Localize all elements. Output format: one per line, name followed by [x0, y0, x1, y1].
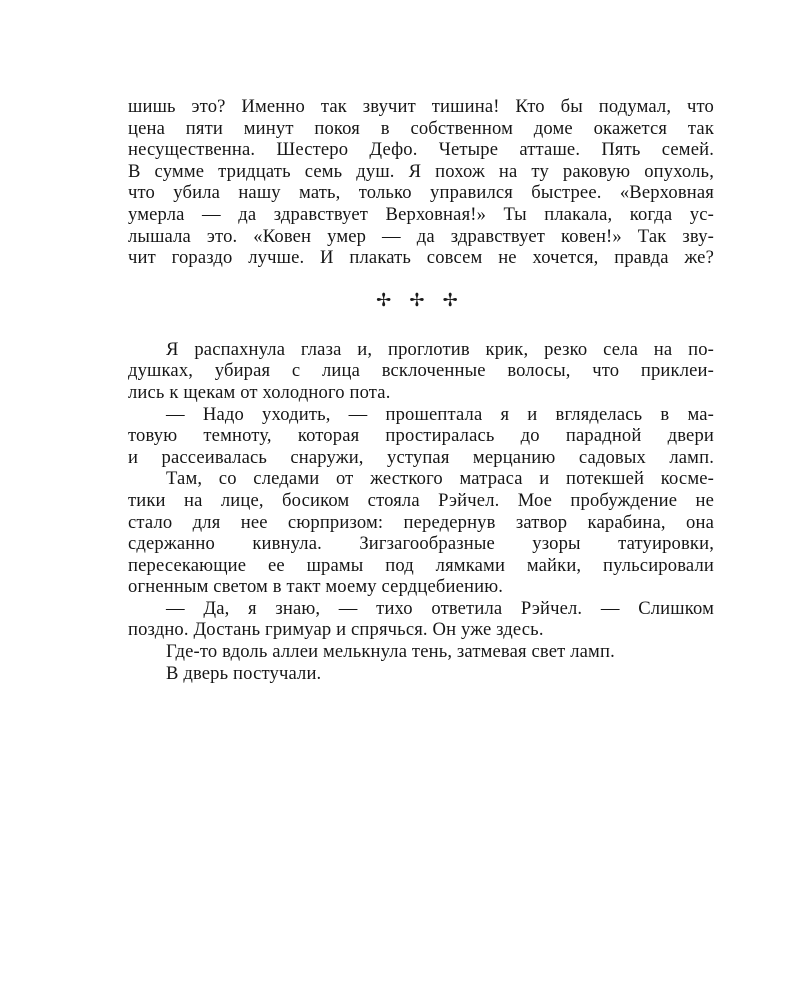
text-line: тики на лице, босиком стояла Рэйчел. Мое пробуждение не	[128, 489, 714, 511]
text-line: пересекающие ее шрамы под лямками майки, пульсировали	[128, 554, 714, 576]
book-page	[128, 96, 714, 684]
cross-ornament-icon: ✢	[442, 289, 458, 311]
paragraph-rachel	[128, 468, 714, 598]
text-line: — Надо уходить, — прошептала я и вгляделась в ма-	[166, 403, 714, 425]
text-line: и рассеивалась снаружи, уступая мерцанию садовых ламп.	[128, 446, 714, 468]
text-line: чит гораздо лучше. И плакать совсем не хочется, правда же?	[128, 247, 714, 269]
section-divider	[128, 290, 714, 312]
paragraph-dialogue-1	[128, 404, 714, 469]
text-line: — Да, я знаю, — тихо ответила Рэйчел. — Слишком	[166, 597, 714, 619]
paragraph-knock	[128, 663, 714, 685]
paragraph-awakening	[128, 339, 714, 404]
text-line: Там, со следами от жесткого матраса и потекшей космe-	[166, 468, 714, 490]
text-line: В сумме тридцать семь душ. Я похож на ту раковую опухоль,	[128, 160, 714, 182]
text-line: лышала это. «Ковен умер — да здравствует ковен!» Так зву-	[128, 225, 714, 247]
text-line: душках, убирая с лица всклоченные волосы, что приклеи-	[128, 360, 714, 382]
text-line: что убила нашу мать, только управился быстрее. «Верховная	[128, 182, 714, 204]
paragraph-dialogue-2	[128, 598, 714, 641]
text-line: шишь это? Именно так звучит тишина! Кто бы подумал, что	[128, 96, 714, 117]
text-line: умерла — да здравствует Верховная!» Ты плакала, когда ус-	[128, 203, 714, 225]
text-line: огненным светом в такт моему сердцебиению.	[128, 576, 504, 598]
text-line: поздно. Достань гримуар и спрячься. Он уже здесь.	[128, 619, 544, 641]
cross-ornament-icon: ✢	[409, 289, 425, 311]
text-line: В дверь постучали.	[166, 662, 322, 684]
text-line: стало для нее сюрпризом: передернув затвор карабина, она	[128, 511, 714, 533]
text-line: товую темноту, которая простиралась до парадной двери	[128, 425, 714, 447]
text-line: Где-то вдоль аллеи мелькнула тень, затмевая свет ламп.	[166, 641, 615, 663]
paragraph-shadow	[128, 641, 714, 663]
text-line: несущественна. Шестеро Дефо. Четыре атташе. Пять семей.	[128, 139, 714, 161]
cross-ornament-icon: ✢	[376, 289, 392, 311]
text-line: Я распахнула глаза и, проглотив крик, резко села на по-	[166, 338, 714, 360]
text-line: сдержанно кивнула. Зигзагообразные узоры татуировки,	[128, 533, 714, 555]
text-line: цена пяти минут покоя в собственном доме окажется так	[128, 117, 714, 139]
text-line: лись к щекам от холодного пота.	[128, 381, 391, 403]
paragraph-monologue	[128, 96, 714, 269]
